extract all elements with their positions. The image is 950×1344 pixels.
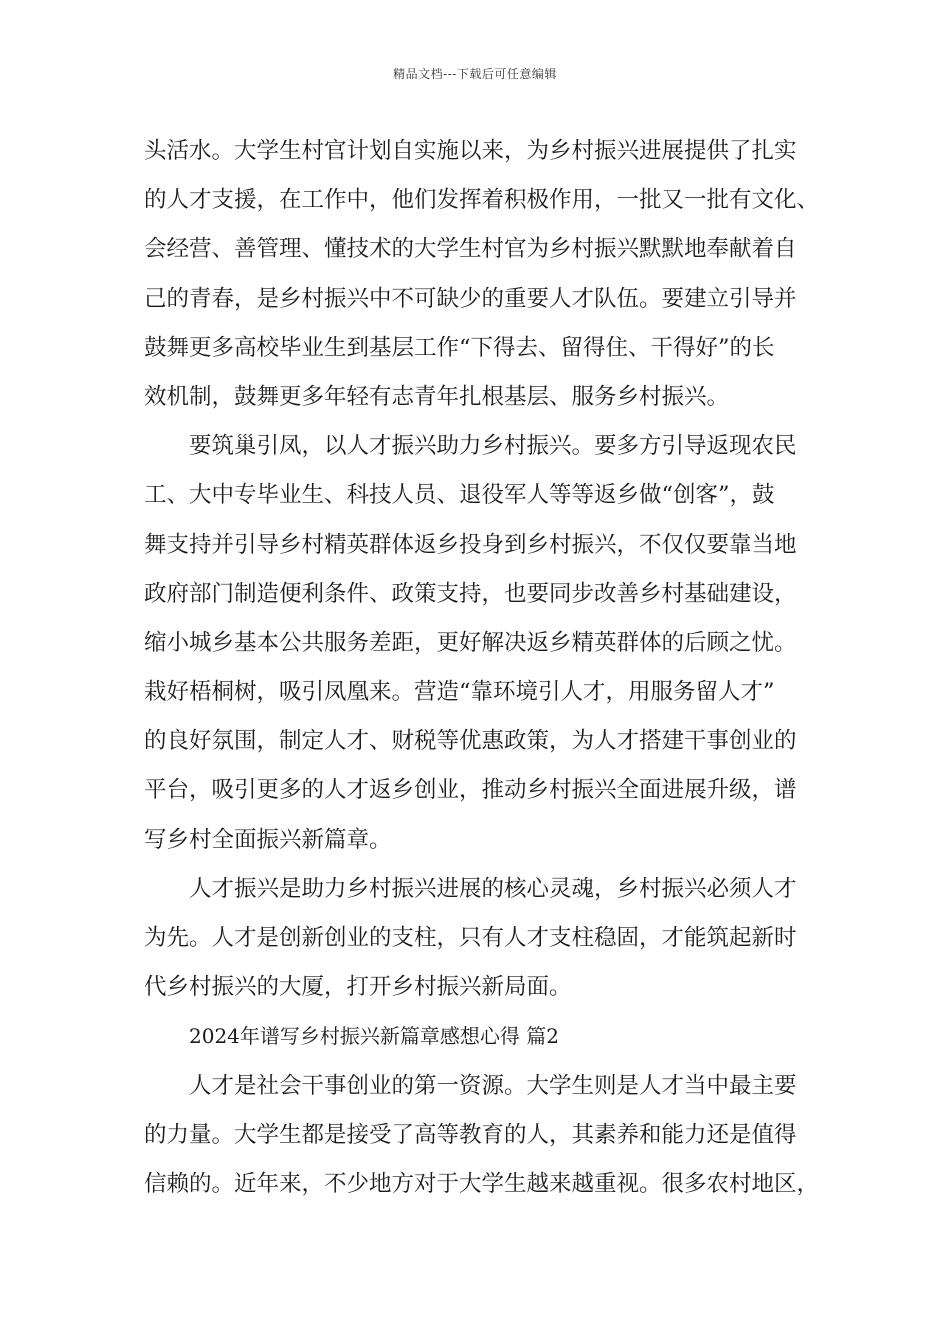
text-line: 栽好梧桐树，吸引凤凰来。营造“靠环境引人才，用服务留人才” — [144, 679, 775, 706]
text-line: 平台，吸引更多的人才返乡创业，推动乡村振兴全面进展升级，谱 — [144, 777, 797, 804]
text-line: 鼓舞更多高校毕业生到基层工作“下得去、留得住、干得好”的长 — [144, 334, 775, 361]
text-line: 的力量。大学生都是接受了高等教育的人，其素养和能力还是值得 — [144, 1121, 797, 1148]
paragraph-first-line: 人才是社会干事创业的第一资源。大学生则是人才当中最主要 — [189, 1072, 797, 1099]
text-line: 会经营、善管理、懂技术的大学生村官为乡村振兴默默地奉献着自 — [144, 236, 797, 263]
text-line: 政府部门制造便利条件、政策支持，也要同步改善乡村基础建设， — [144, 580, 797, 607]
text-line: 缩小城乡基本公共服务差距，更好解决返乡精英群体的后顾之忧。 — [144, 629, 797, 656]
section-heading: 2024年谱写乡村振兴新篇章感想心得 篇2 — [189, 1024, 559, 1049]
text-line: 代乡村振兴的大厦，打开乡村振兴新局面。 — [144, 974, 572, 1001]
text-line: 工、大中专毕业生、科技人员、退役军人等等返乡做“创客”，鼓 — [144, 482, 775, 509]
text-line: 为先。人才是创新创业的支柱，只有人才支柱稳固，才能筑起新时 — [144, 925, 797, 951]
text-line: 头活水。大学生村官计划自实施以来，为乡村振兴进展提供了扎实 — [144, 138, 797, 164]
text-line: 效机制，鼓舞更多年轻有志青年扎根基层、服务乡村振兴。 — [144, 383, 730, 410]
document-body — [144, 127, 834, 1209]
text-line: 写乡村全面振兴新篇章。 — [144, 826, 392, 853]
text-line: 信赖的。近年来，不少地方对于大学生越来越重视。很多农村地区， — [144, 1170, 820, 1197]
text-line: 的人才支援，在工作中，他们发挥着积极作用，一批又一批有文化、 — [144, 187, 820, 214]
text-line: 舞支持并引导乡村精英群体返乡投身到乡村振兴，不仅仅要靠当地 — [144, 531, 797, 558]
paragraph-first-line: 要筑巢引凤，以人才振兴助力乡村振兴。要多方引导返现农民 — [189, 433, 797, 460]
paragraph-first-line: 人才振兴是助力乡村振兴进展的核心灵魂，乡村振兴必须人才 — [189, 875, 797, 902]
page-header: 精品文档---下载后可任意编辑 — [393, 67, 557, 81]
text-line: 的良好氛围，制定人才、财税等优惠政策，为人才搭建干事创业的 — [144, 728, 797, 755]
text-line: 己的青春，是乡村振兴中不可缺少的重要人才队伍。要建立引导并 — [144, 285, 797, 312]
